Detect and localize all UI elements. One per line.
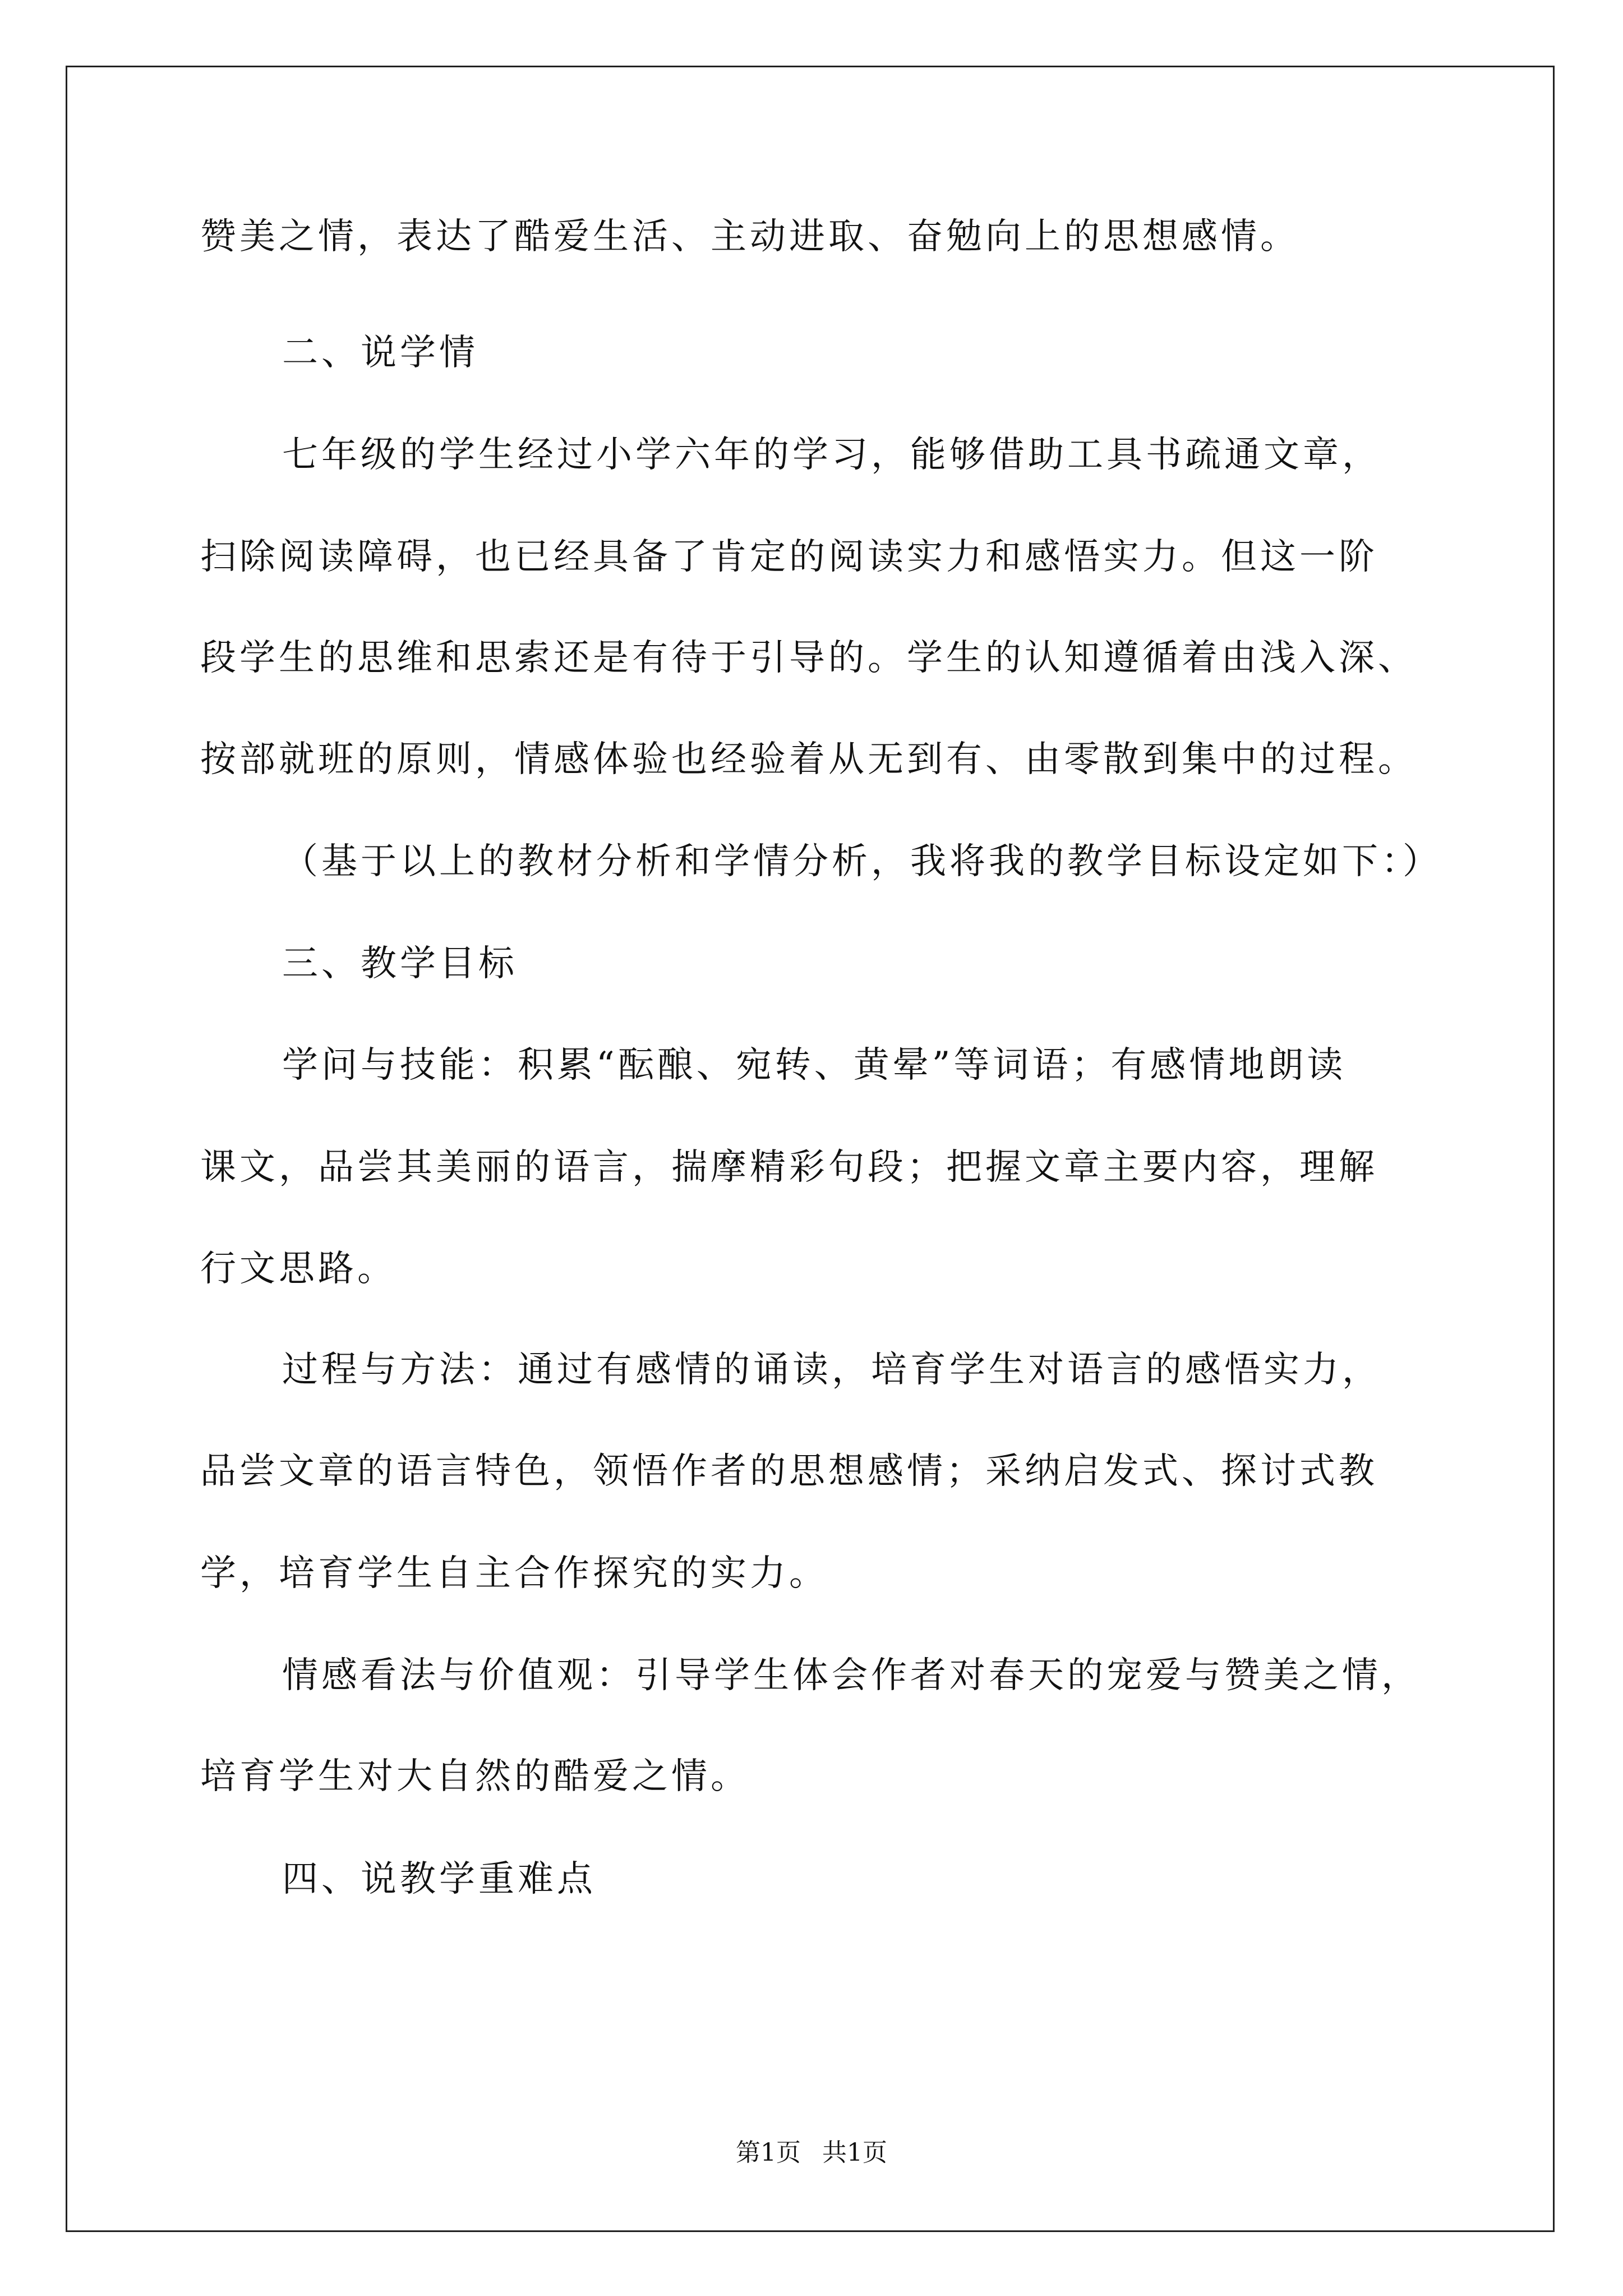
paragraph-line: 段学生的思维和思索还是有待于引导的。学生的认知遵循着由浅入深、 [200,637,1417,679]
paragraph-line: 扫除阅读障碍，也已经具备了肯定的阅读实力和感悟实力。但这一阶 [200,536,1378,578]
section-heading: 四、说教学重难点 [282,1858,596,1900]
paragraph-line: 学问与技能：积累“酝酿、宛转、黄晕”等词语；有感情地朗读 [282,1045,1347,1086]
paragraph-line: 培育学生对大自然的酷爱之情。 [200,1756,750,1797]
paragraph-line: 按部就班的原则，情感体验也经验着从无到有、由零散到集中的过程。 [200,739,1417,780]
section-heading: 二、说学情 [282,332,478,374]
paragraph-line: 情感看法与价值观：引导学生体会作者对春天的宠爱与赞美之情， [282,1655,1421,1696]
paragraph-line: 品尝文章的语言特色，领悟作者的思想感情；采纳启发式、探讨式教 [200,1451,1378,1492]
paragraph-line: 课文，品尝其美丽的语言，揣摩精彩句段；把握文章主要内容，理解 [200,1147,1378,1188]
page-footer: 第1页 共1页 [736,2138,887,2167]
paragraph-line: 赞美之情，表达了酷爱生活、主动进取、奋勉向上的思想感情。 [200,216,1299,257]
paragraph-line: 过程与方法：通过有感情的诵读，培育学生对语言的感悟实力， [282,1349,1381,1391]
paragraph-line: 行文思路。 [200,1248,396,1290]
paragraph-line: 学，培育学生自主合作探究的实力。 [200,1553,828,1594]
paragraph-line: 七年级的学生经过小学六年的学习，能够借助工具书疏通文章， [282,434,1381,476]
paragraph-line: （基于以上的教材分析和学情分析，我将我的教学目标设定如下：） [282,841,1442,882]
section-heading: 三、教学目标 [282,943,518,984]
